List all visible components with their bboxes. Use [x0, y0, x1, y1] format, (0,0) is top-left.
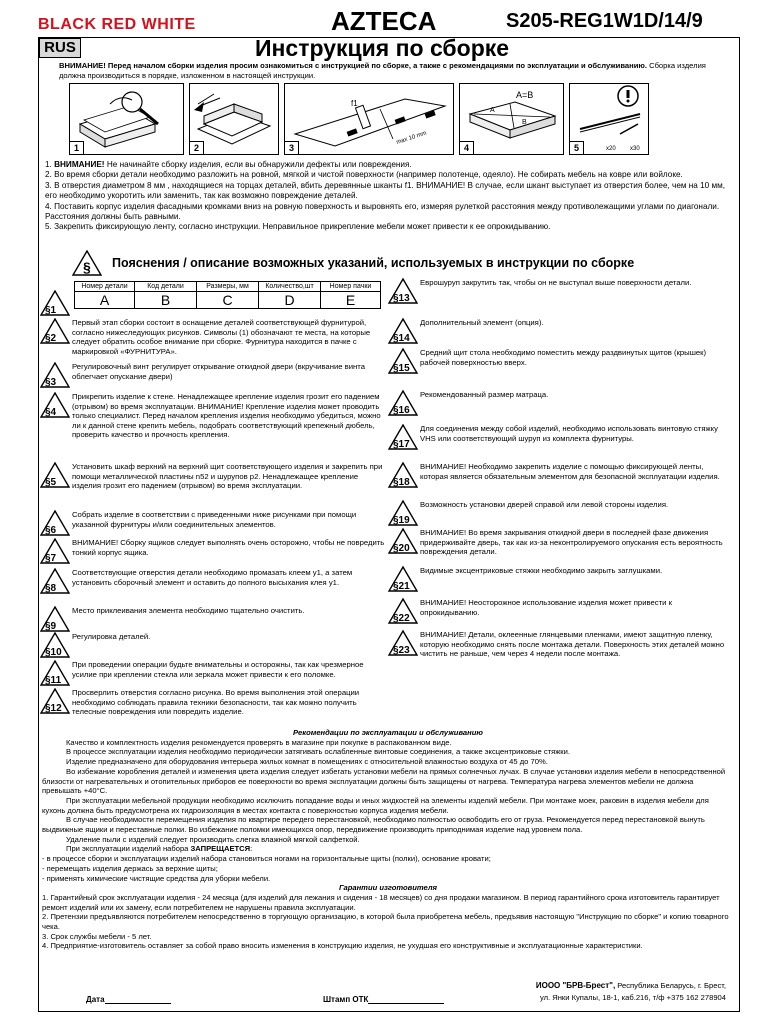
illustration-5-number: 5 — [570, 141, 584, 154]
language-badge: RUS — [39, 38, 81, 58]
paragraph-badge-icon — [40, 568, 70, 594]
prohibited-item: - в процессе сборки и эксплуатации изделий набора становиться ногами на горизонтальные щиты (полки), основание кровати; — [42, 854, 491, 864]
warning-item: 3. В отверстия диаметром 8 мм , находящиеся на торцах деталей, вбить деревянные шканты f1. ВНИМАНИЕ! В случае, если шкант выступает из отверстия более, чем на 10 мм, его необходимо укоротить или заменить, так как возможно повреждение деталей. — [45, 180, 726, 201]
rec-paragraph: В процессе эксплуатации изделия необходимо периодически затягивать ослабленные винтовые соединения, а также эксцентриковые стяжки. — [66, 747, 570, 757]
warnings-list — [45, 160, 735, 233]
dowel-f1-label: f1 — [351, 99, 358, 108]
letter-b: B — [135, 292, 197, 309]
product-name: AZTECA — [331, 6, 437, 36]
tape-x20-label: x20 — [606, 146, 616, 152]
legend-item-text: ВНИМАНИЕ! Необходимо закрепить изделие с помощью фиксирующей ленты, которая является обязательным элементом для безопасной эксплуатации изделия. — [420, 462, 720, 481]
letter-e: E — [321, 292, 381, 309]
legend-item-text: При проведении операции будьте внимательны и осторожны, так как чрезмерное усилие при креплении стекла или зеркала может привести к его поломке. — [72, 660, 364, 679]
paragraph-badge-icon — [40, 290, 70, 316]
intro-rest: Сборка изделия должна производиться в порядке, изложенном в настоящей инструкции. — [59, 61, 706, 80]
svg-text:§21: §21 — [393, 581, 410, 592]
legend-item-text: ВНИМАНИЕ! Сборку ящиков следует выполнять очень осторожно, чтобы не повредить тонкий корпус ящика. — [72, 538, 385, 557]
company-address: ул. Янки Купалы, 18-1, каб.216, т/ф +375 162 278904 — [539, 993, 726, 1002]
dowel-illustration-icon — [285, 84, 453, 154]
svg-text:§5: §5 — [45, 477, 57, 488]
part-label-table — [74, 281, 381, 309]
rec-paragraph: В случае необходимости перемещения изделия по квартире передего перестановкой, необходимо полностью освободить его от груза. Рекомендуется перед перестановкой вынуть выдвижные ящики и переставные полки. Во избежание поломки имеющихся опор, передвижение производить приподнимая изделие над уровнем пола. — [42, 815, 705, 835]
legend-item-text: Первый этап сборки состоит в оснащение деталей соответствующей фурнитурой, согласно нижеследующих рисунков. Символы (1) обозначают те места, на которые следует обратить особое внимание при сборке. Фурнитура находится в пачке с маркировкой «ФУРНИТУРА». — [72, 318, 371, 356]
svg-text:§17: §17 — [393, 439, 410, 450]
legend-item-text: ВНИМАНИЕ! Детали, оклеенные глянцевыми пленками, имеют защитную пленку, которую необходимо снять после монтажа детали. Поверхность этих деталей можно чистить не раньше, чем через 4 недели после монтажа. — [420, 630, 725, 659]
warning-item: 2. Во время сборки детали необходимо разложить на ровной, мягкой и чистой поверхности (например полотенце, одеяло). Не собирать мебель на ковре или войлоке. — [45, 170, 683, 180]
recommendations-section — [42, 728, 734, 951]
svg-text:§18: §18 — [393, 477, 410, 488]
paragraph-badge-icon — [388, 318, 418, 344]
legend-item-text: Регулировка деталей. — [72, 632, 151, 641]
paragraph-warning-icon — [72, 250, 102, 276]
illustration-3 — [284, 83, 454, 155]
letter-a: A — [75, 292, 135, 309]
header-part-code: Код детали — [135, 282, 197, 292]
inspection-illustration-icon — [70, 84, 183, 154]
recommendations-heading: Рекомендации по эксплуатации и обслуживанию — [293, 728, 483, 737]
warning-item: 5. Закрепить фиксирующую ленту, согласно инструкции. Неправильное прикрепление мебели может привести к ее опрокидыванию. — [45, 222, 551, 232]
paragraph-badge-icon — [40, 318, 70, 344]
paragraph-badge-icon — [40, 392, 70, 418]
paragraph-badge-icon — [40, 632, 70, 658]
svg-text:§6: §6 — [45, 525, 57, 536]
illustration-4 — [459, 83, 564, 155]
legend-item-text: Еврошуруп закрутить так, чтобы он не выступал выше поверхности детали. — [420, 278, 692, 287]
svg-text:§12: §12 — [45, 703, 62, 714]
legend-item-text: Просверлить отверстия согласно рисунка. Во время выполнения этой операции необходимо соблюдать правила техники безопасности, так как можно получить телесные повреждения или повредить изделие. — [72, 688, 360, 717]
paragraph-badge-icon — [388, 424, 418, 450]
diagonal-a-label: A — [490, 107, 495, 114]
svg-text:§16: §16 — [393, 405, 410, 416]
legend-item-text: ВНИМАНИЕ! Неосторожное использование изделия может привести к опрокидыванию. — [420, 598, 672, 617]
legend-item-text: Место приклеивания элемента необходимо тщательно очистить. — [72, 606, 305, 615]
paragraph-badge-icon — [40, 362, 70, 388]
max-length-label: max 10 mm — [395, 130, 428, 146]
svg-text:§8: §8 — [45, 583, 57, 594]
warranty-item: 3. Срок службы мебели - 5 лет. — [42, 931, 152, 941]
svg-text:§22: §22 — [393, 613, 410, 624]
paragraph-badge-icon — [40, 510, 70, 536]
rec-paragraph: Во избежание коробления деталей и изменения цвета изделия следует избегать установки мебели на прямых солнечных лучах. В случае установки изделия мебели в непосредственной близости от нагревательных и отопительных приборов ее поверхности во время эксплуатации должны быть защищены от нагрева. Температура нагрева элементов мебели не должна превышать +40°C. — [42, 766, 726, 796]
legend-item-text: Видимые эксцентриковые стяжки необходимо закрыть заглушками. — [420, 566, 663, 575]
prohibited-item: - перемещать изделия держась за верхние щиты; — [42, 863, 218, 873]
illustration-1-number: 1 — [70, 141, 84, 154]
manufacturer-info — [508, 980, 726, 1004]
letter-d: D — [259, 292, 321, 309]
legend-item-text: Возможность установки дверей справой или левой стороны изделия. — [420, 500, 669, 509]
legend-item-text: Для соединения между собой изделий, необходимо использовать винтовую стяжку VHS или соответствующий шуруп из комплекта фурнитуры. — [420, 424, 718, 443]
illustration-4-number: 4 — [460, 141, 474, 154]
paragraph-badge-icon — [388, 278, 418, 304]
paragraph-badge-icon — [40, 688, 70, 714]
warranty-heading: Гарантии изготовителя — [338, 883, 438, 893]
paragraph-badge-icon — [388, 500, 418, 526]
paragraph-badge-icon — [40, 538, 70, 564]
company-location: Республика Беларусь, г. Брест, — [615, 981, 726, 990]
paragraph-badge-icon — [388, 528, 418, 554]
product-code: S205-REG1W1D/14/9 — [506, 10, 703, 32]
warranty-item: 1. Гарантийный срок эксплуатации изделия - 24 месяца (для изделий для лежания и сидения - 18 месяцев) со дня продажи магазином. В период гарантийного срока изготовитель гарантирует ремонт изделий или их замену, если потребителем не нарушены правила эксплуатации. — [42, 892, 720, 912]
svg-text:§10: §10 — [45, 647, 62, 658]
warning-item: 4. Поставить корпус изделия фасадными кромками вниз на ровную поверхность и выровнять его, измеряя рулеткой расстояния между противолежащими углами по диагонали. Расстояния должны быть равными. — [45, 201, 720, 222]
legend-item-text: Прикрепить изделие к стене. Ненадлежащее крепление изделия грозит его падением (отрывом) во время эксплуатации. ВНИМАНИЕ! Крепление изделия может проводить только специалист. Перед началом крепления изделия необходимо убедиться, можно ли к данной стене крепить мебель, подобрать соответствующий крепежный дюбель, проверить качество и прочность крепления. — [72, 392, 381, 440]
illustration-strip — [69, 83, 724, 155]
document-header — [38, 6, 738, 36]
warranty-item: 2. Претензии предъявляются потребителем непосредственно в торгующую организацию, в которой была приобретена мебель, предъявив настоящую "Инструкцию по сборке" и копию товарного чека. — [42, 912, 729, 932]
rec-paragraph: При эксплуатации мебельной продукции необходимо исключить попадание воды и иных жидкостей на элементы изделий мебели. При монтаже моек, раковин в изделия мебели для кухонь должна быть предусмотрена их гидроизоляция в местах контакта с поверхностью корпуса изделия мебели. — [42, 795, 709, 815]
legend-title-text: Пояснения / описание возможных указаний, используемых в инструкции по сборке — [112, 256, 635, 270]
legend-item-text: Рекомендованный размер матраца. — [420, 390, 549, 399]
warning-item: 1. ВНИМАНИЕ! Не начинайте сборку изделия, если вы обнаружили дефекты или повреждения. — [45, 160, 412, 169]
paragraph-badge-icon — [40, 660, 70, 686]
svg-text:§1: §1 — [45, 305, 57, 316]
legend-title — [72, 250, 712, 276]
letter-c: C — [197, 292, 259, 309]
diagonal-measure-illustration-icon — [460, 84, 563, 154]
svg-text:§19: §19 — [393, 515, 410, 526]
illustration-5 — [569, 83, 649, 155]
paragraph-badge-icon — [388, 566, 418, 592]
svg-text:§14: §14 — [393, 333, 410, 344]
illustration-2-number: 2 — [190, 141, 204, 154]
legend-item-text: ВНИМАНИЕ! Во время закрывания откидной двери в последней фазе движения придерживайте дверь, так как из-за неконтролируемого опускания есть вероятность повреждения детали. — [420, 528, 723, 557]
intro-bold: ВНИМАНИЕ! Перед началом сборки изделия просим ознакомиться с инструкцией по сборке, а также с рекомендациями по эксплуатации и обслуживанию. — [59, 61, 647, 70]
intro-text — [59, 61, 729, 81]
svg-text:§15: §15 — [393, 363, 410, 374]
header-quantity: Количество,шт — [259, 282, 321, 292]
tape-x30-label: x30 — [630, 146, 640, 152]
brand-logo: BLACK RED WHITE — [38, 16, 196, 33]
svg-text:§9: §9 — [45, 621, 57, 632]
header-dimensions: Размеры, мм — [197, 282, 259, 292]
paragraph-badge-icon — [388, 630, 418, 656]
illustration-1 — [69, 83, 184, 155]
prohibited-heading: При эксплуатации изделий набора ЗАПРЕЩАЕТСЯ: — [66, 844, 253, 854]
svg-text:§3: §3 — [45, 377, 57, 388]
illustration-3-number: 3 — [285, 141, 299, 154]
illustration-2 — [189, 83, 279, 155]
company-name: ИООО "БРВ-Брест", — [535, 981, 616, 990]
paragraph-badge-icon — [388, 462, 418, 488]
svg-text:§4: §4 — [45, 407, 57, 418]
date-field: Дата — [86, 995, 171, 1004]
legend-item-text: Средний щит стола необходимо поместить между раздвинутых щитов (крышек) рабочей поверхностью вверх. — [420, 348, 707, 367]
legend-item-text: Дополнительный элемент (опция). — [420, 318, 544, 327]
qc-stamp-field: Штамп ОТК — [323, 995, 444, 1004]
legend-item-text: Установить шкаф верхний на верхний щит соответствующего изделия и закрепить при помощи металлической пластины n52 и шурупов p2. Ненадлежащее крепление изделия грозит его падением (отрывом) во время эксплуатации. — [72, 462, 383, 491]
header-part-number: Номер детали — [75, 282, 135, 292]
svg-text:§2: §2 — [45, 333, 57, 344]
paragraph-badge-icon — [388, 348, 418, 374]
header-pack-number: Номер пачки — [321, 282, 381, 292]
paragraph-badge-icon — [40, 606, 70, 632]
rec-paragraph: Качество и комплектность изделия рекомендуется проверять в магазине при покупке в распакованном виде. — [66, 737, 452, 747]
svg-text:§23: §23 — [393, 645, 410, 656]
diagonal-equal-label: A=B — [516, 90, 534, 100]
legend-item-text: Собрать изделие в соответствии с приведенными ниже рисунками при помощи указанной фурнитуры и/или соединительных элементов. — [72, 510, 357, 529]
svg-text:§13: §13 — [393, 293, 410, 304]
svg-text:§: § — [83, 259, 91, 275]
diagonal-b-label: B — [522, 119, 527, 126]
page-title: Инструкция по сборке — [255, 35, 510, 61]
prohibited-item: - применять химические чистящие средства для уборки мебели. — [42, 873, 271, 883]
paragraph-badge-icon — [388, 598, 418, 624]
rec-paragraph: Удаление пыли с изделий следует производить слегка влажной мягкой салфеткой. — [66, 834, 360, 844]
svg-text:§20: §20 — [393, 543, 410, 554]
warranty-item: 4. Предприятие-изготовитель оставляет за собой право вносить изменения в конструкцию изделия, не ухудшая его конструктивные и эксплуатационные характеристики. — [42, 941, 643, 951]
rec-paragraph: Изделие предназначено для оборудования интерьера жилых комнат в помещениях с относительной влажностью воздуха от 45 до 70%. — [66, 757, 548, 767]
svg-text:§7: §7 — [45, 553, 57, 564]
legend-item-text: Регулировочный винт регулирует открывание откидной двери (вкручивание винта облегчает опускание двери) — [72, 362, 365, 381]
legend-item-text: Соответствующие отверстия детали необходимо промазать клеем y1, а затем установить сборочный элемент и оставить до полного высыхания клея y1. — [72, 568, 353, 587]
paragraph-badge-icon — [40, 462, 70, 488]
svg-text:§11: §11 — [45, 675, 62, 686]
paragraph-badge-icon — [388, 390, 418, 416]
